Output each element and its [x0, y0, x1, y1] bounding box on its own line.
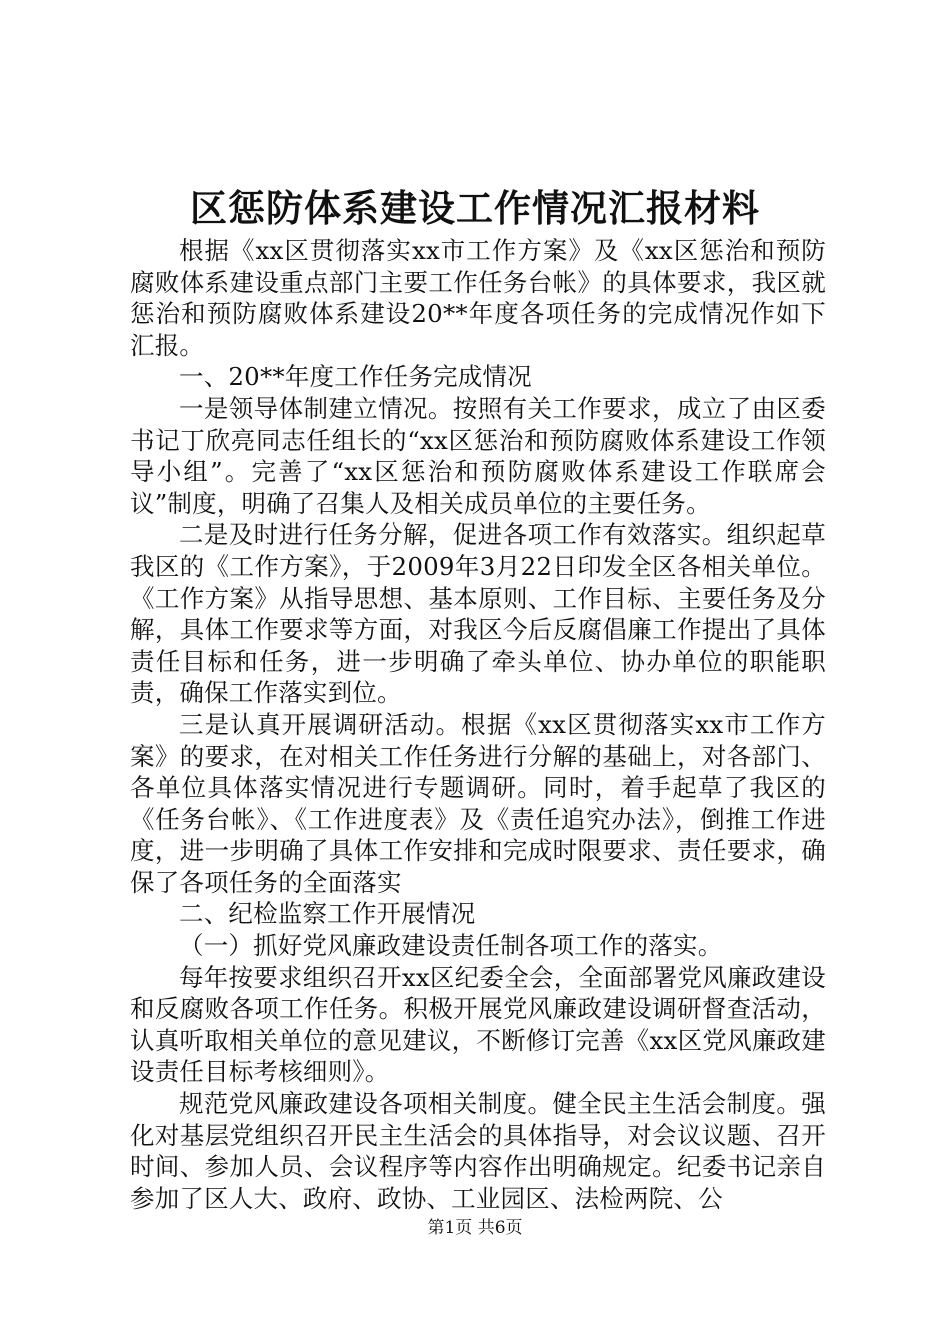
document-title: 区惩防体系建设工作情况汇报材料 [190, 186, 760, 230]
paragraph-regulations: 规范党风廉政建设各项相关制度。健全民主生活会制度。强化对基层党组织召开民主生活会的具体指导，对会议议题、召开时间、参加人员、会议程序等内容作出明确规定。纪委书记亲自参加了区人大、政府、政协、工业园区、法检两院、公 [130, 1089, 826, 1213]
section-heading-2: 二、纪检监察工作开展情况 [179, 899, 476, 929]
paragraph-task-breakdown: 二是及时进行任务分解，促进各项工作有效落实。组织起草我区的《工作方案》，于2009年3月22日印发全区各相关单位。《工作方案》从指导思想、基本原则、工作目标、主要任务及分解，具体工作要求等方面，对我区今后反腐倡廉工作提出了具体责任目标和任务，进一步明确了牵头单位、协办单位的职能职责，确保工作落实到位。 [130, 520, 826, 708]
document-body [130, 235, 826, 1214]
paragraph-annual-meeting: 每年按要求组织召开xx区纪委全会，全面部署党风廉政建设和反腐败各项工作任务。积极开展党风廉政建设调研督查活动，认真听取相关单位的意见建议，不断修订完善《xx区党风廉政建设责任目标考核细则》。 [130, 962, 826, 1087]
paragraph-intro: 根据《xx区贯彻落实xx市工作方案》及《xx区惩治和预防腐败体系建设重点部门主要工作任务台帐》的具体要求，我区就惩治和预防腐败体系建设20**年度各项任务的完成情况作如下汇报。 [130, 236, 826, 360]
paragraph-leadership: 一是领导体制建立情况。按照有关工作要求，成立了由区委书记丁欣亮同志任组长的“xx区惩治和预防腐败体系建设工作领导小组”。完善了“xx区惩治和预防腐败体系建设工作联席会议”制度，明确了召集人及相关成员单位的主要任务。 [130, 393, 826, 518]
page-footer: 第1页 共6页 [427, 1218, 523, 1238]
section-heading-1: 一、20**年度工作任务完成情况 [179, 362, 532, 392]
subsection-heading-1: （一）抓好党风廉政建设责任制各项工作的落实。 [179, 931, 723, 961]
paragraph-research: 三是认真开展调研活动。根据《xx区贯彻落实xx市工作方案》的要求，在对相关工作任务进行分解的基础上，对各部门、各单位具体落实情况进行专题调研。同时，着手起草了我区的《任务台帐》、《工作进度表》及《责任追究办法》，倒推工作进度，进一步明确了具体工作安排和完成时限要求、责任要求，确保了各项任务的全面落实 [130, 709, 826, 897]
